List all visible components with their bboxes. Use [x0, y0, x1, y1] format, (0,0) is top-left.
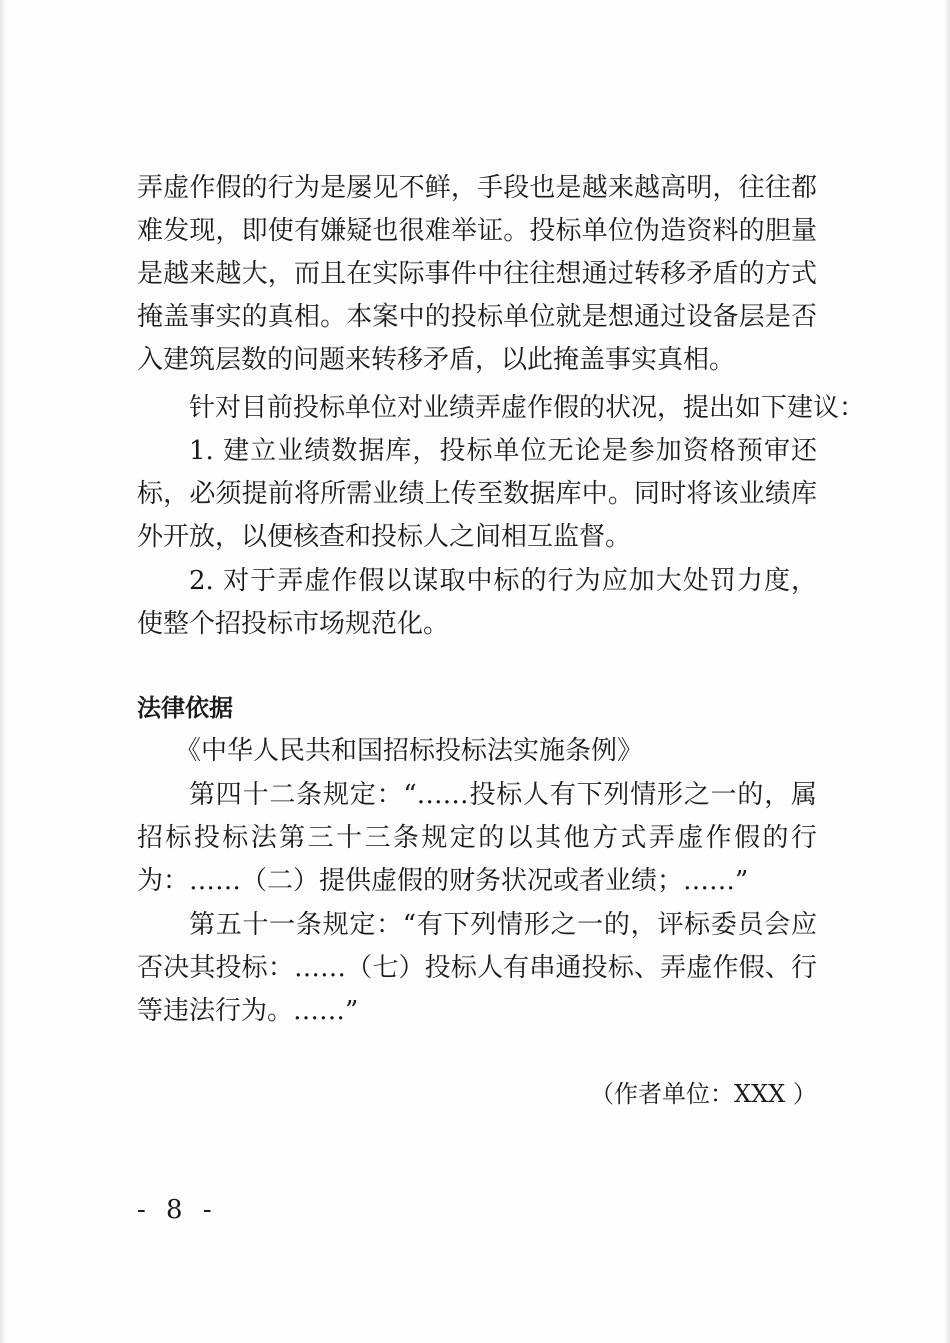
page-number: - 8 - [137, 1195, 218, 1225]
text-line: 是越来越大，而且在实际事件中往往想通过转移矛盾的方式 [137, 259, 817, 289]
text-line: 1. 建立业绩数据库，投标单位无论是参加资格预审还 [189, 436, 817, 466]
text-line: 标，必须提前将所需业绩上传至数据库中。同时将该业绩库 [137, 479, 817, 509]
text-line: 2. 对于弄虚作假以谋取中标的行为应加大处罚力度， [189, 566, 817, 596]
author-affiliation: （作者单位：XXX ） [590, 1080, 817, 1108]
text-line: 招标投标法第三十三条规定的以其他方式弄虚作假的行 [137, 823, 817, 853]
text-line: 弄虚作假的行为是屡见不鲜，手段也是越来越高明，往往都 [137, 173, 817, 203]
text-line: 否决其投标：……（七）投标人有串通投标、弄虚作假、行 [137, 953, 817, 983]
text-line: 掩盖事实的真相。本案中的投标单位就是想通过设备层是否 [137, 302, 817, 332]
text-line: 《中华人民共和国招标投标法实施条例》 [175, 736, 644, 766]
text-line: 第四十二条规定：“……投标人有下列情形之一的，属 [189, 780, 817, 810]
text-line: 难发现，即使有嫌疑也很难举证。投标单位伪造资料的胆量 [137, 216, 817, 246]
text-line: 为：……（二）提供虚假的财务状况或者业绩；……” [137, 866, 749, 896]
scan-edge-left [0, 0, 6, 1343]
section-heading-legal-basis: 法律依据 [137, 694, 233, 722]
text-line: 等违法行为。……” [137, 996, 359, 1026]
text-line: 针对目前投标单位对业绩弄虚作假的状况，提出如下建议： [189, 393, 866, 423]
text-line: 外开放，以便核查和投标人之间相互监督。 [137, 522, 632, 552]
scan-edge-right [944, 0, 950, 1343]
text-line: 第五十一条规定：“有下列情形之一的，评标委员会应 [189, 910, 817, 940]
text-line: 使整个招投标市场规范化。 [137, 609, 450, 639]
text-line: 入建筑层数的问题来转移矛盾，以此掩盖事实真相。 [137, 345, 736, 375]
